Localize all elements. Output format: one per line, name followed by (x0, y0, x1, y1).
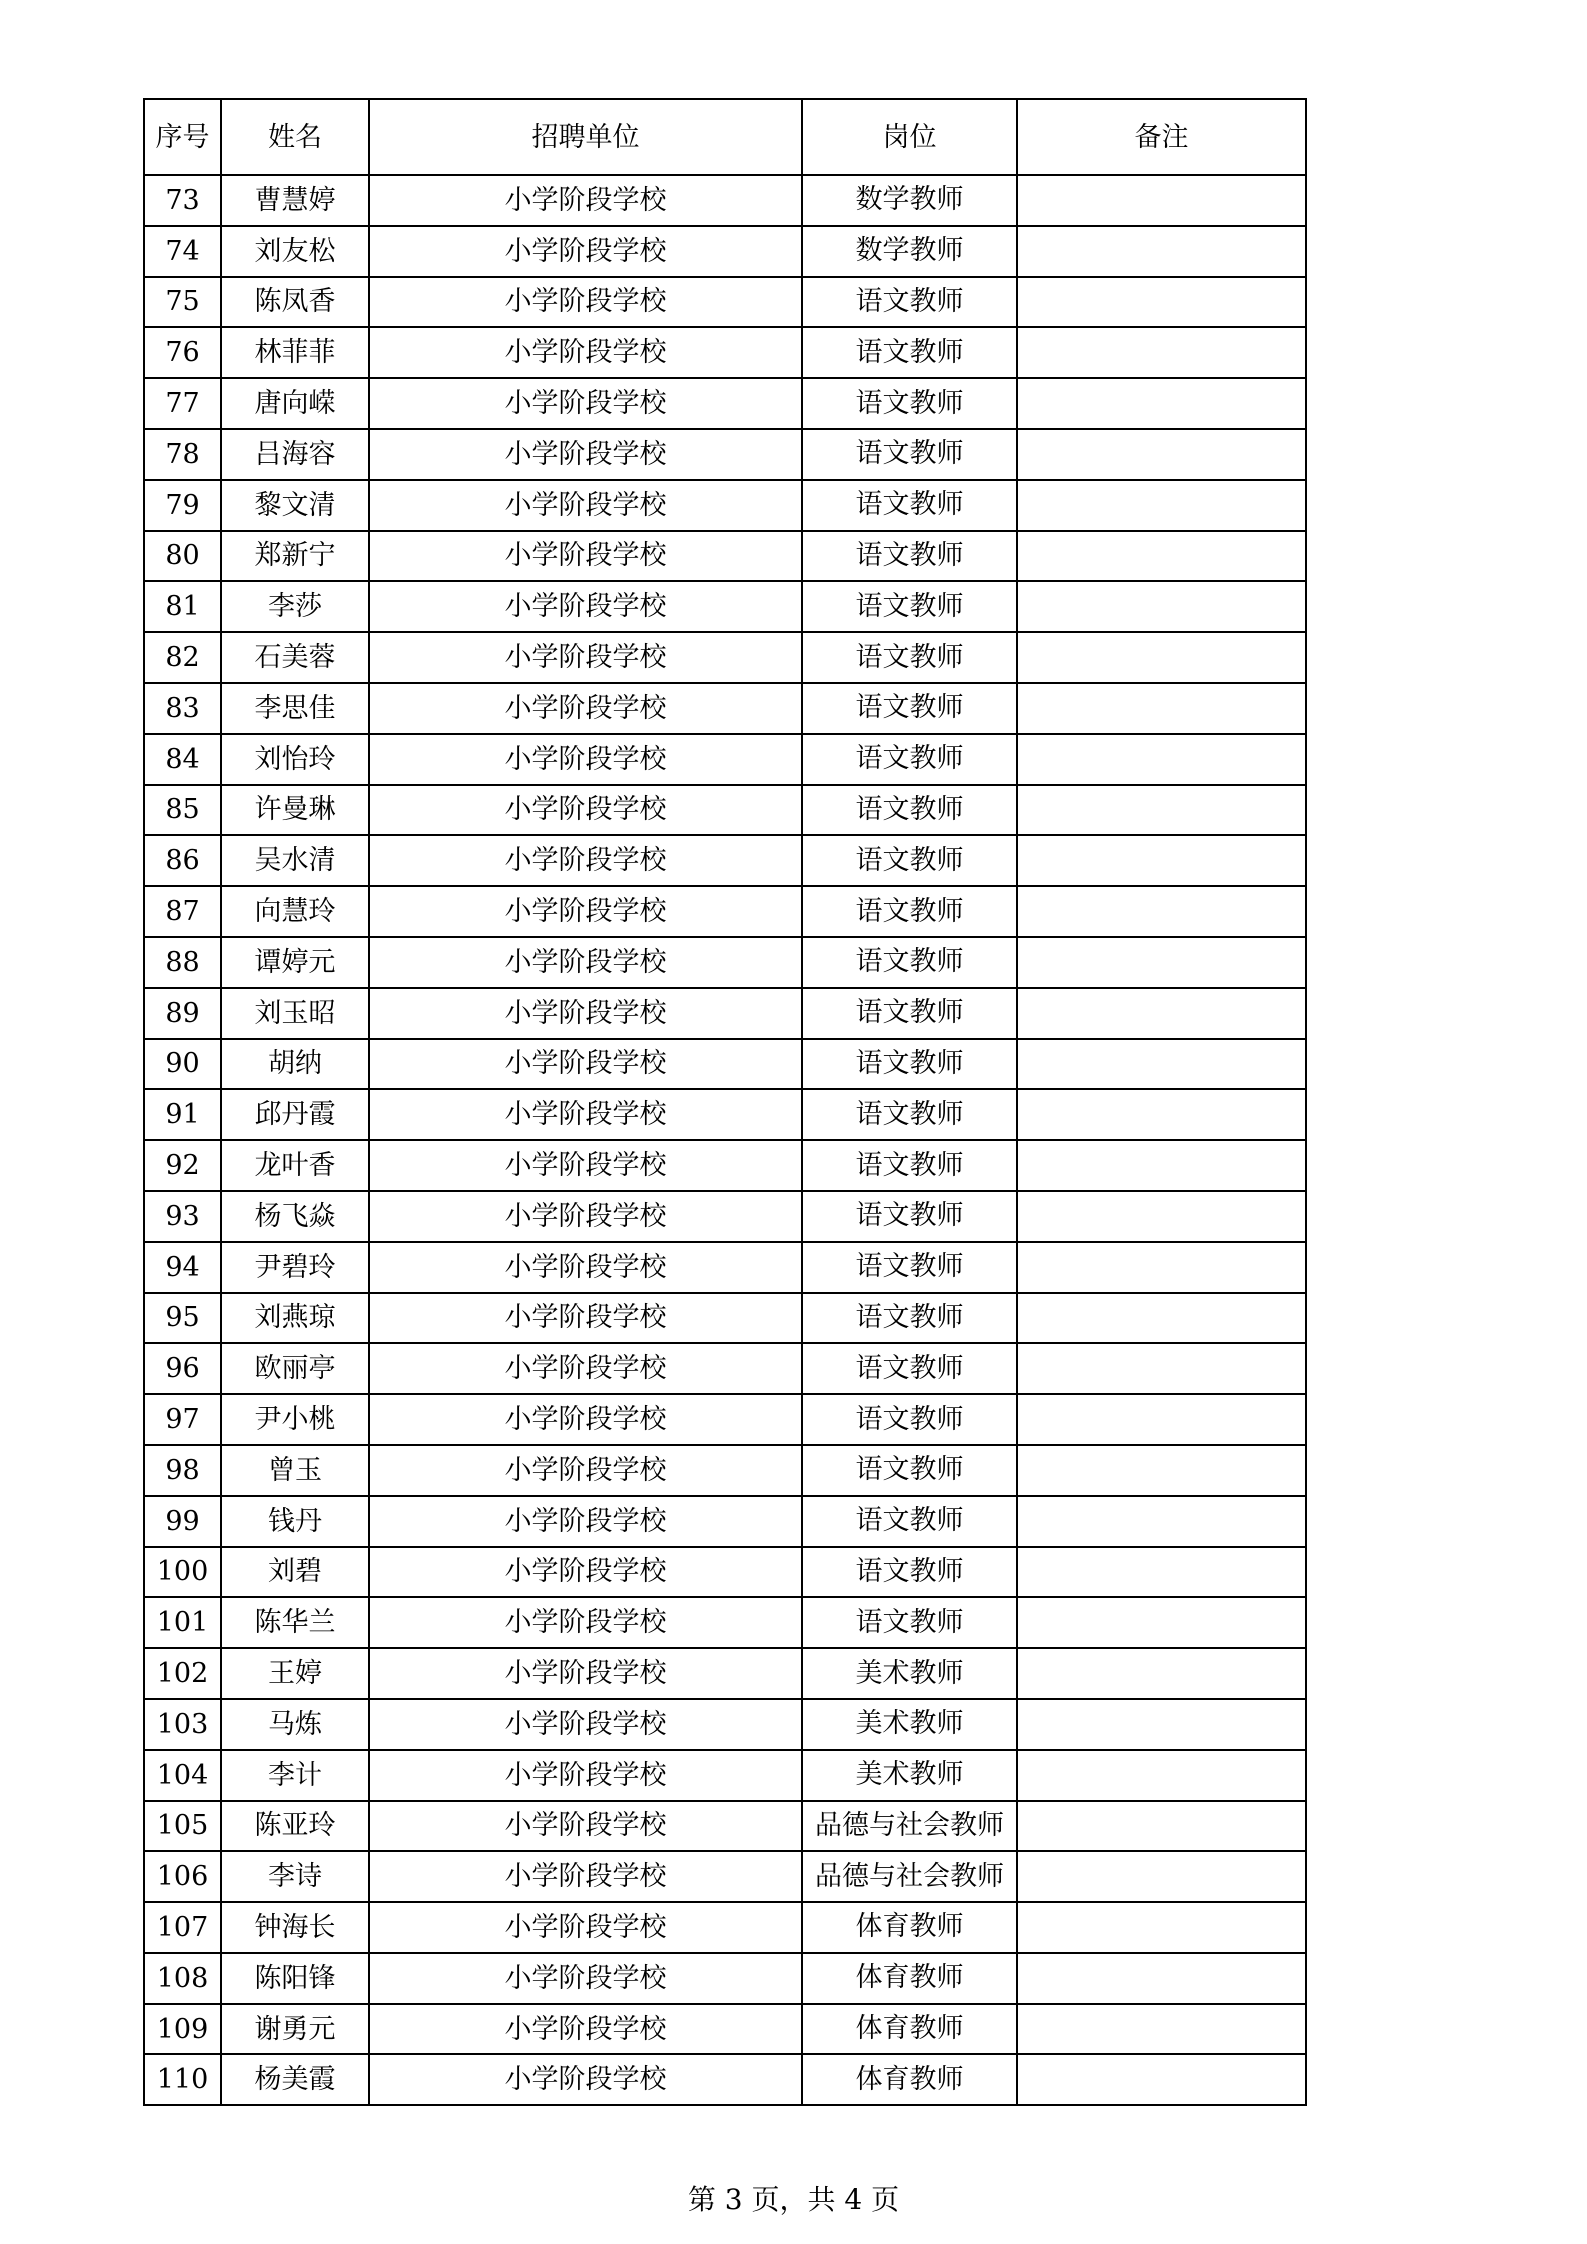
cell-name: 龙叶香 (221, 1140, 369, 1191)
table-body (144, 175, 1306, 2105)
roster-table (143, 98, 1307, 2106)
cell-name: 许曼琳 (221, 785, 369, 836)
cell-index: 95 (144, 1293, 221, 1344)
header-post: 岗位 (802, 99, 1017, 175)
cell-index: 102 (144, 1648, 221, 1699)
cell-post (802, 175, 1017, 226)
cell-post (802, 1953, 1017, 2004)
cell-name: 曾玉 (221, 1445, 369, 1496)
cell-unit: 小学阶段学校 (369, 683, 802, 734)
post-label: 语文教师 (855, 641, 964, 673)
cell-remark (1017, 1801, 1306, 1852)
post-label: 语文教师 (855, 1200, 964, 1232)
cell-post (802, 683, 1017, 734)
cell-post (802, 1293, 1017, 1344)
cell-remark (1017, 1547, 1306, 1598)
table-header-row (144, 99, 1306, 175)
cell-post (802, 632, 1017, 683)
cell-name: 陈阳锋 (221, 1953, 369, 2004)
cell-remark (1017, 1140, 1306, 1191)
cell-post (802, 785, 1017, 836)
post-label: 语文教师 (855, 590, 964, 622)
table-row (144, 1089, 1306, 1140)
cell-remark (1017, 1648, 1306, 1699)
cell-remark (1017, 480, 1306, 531)
table-row (144, 581, 1306, 632)
cell-post (802, 1191, 1017, 1242)
cell-index: 101 (144, 1597, 221, 1648)
cell-unit: 小学阶段学校 (369, 1140, 802, 1191)
cell-remark (1017, 1445, 1306, 1496)
cell-remark (1017, 1191, 1306, 1242)
cell-index: 75 (144, 277, 221, 328)
cell-post (802, 1648, 1017, 1699)
table-row (144, 277, 1306, 328)
cell-remark (1017, 1699, 1306, 1750)
cell-unit: 小学阶段学校 (369, 480, 802, 531)
cell-remark (1017, 226, 1306, 277)
cell-unit: 小学阶段学校 (369, 429, 802, 480)
post-label: 语文教师 (855, 946, 964, 978)
cell-remark (1017, 429, 1306, 480)
cell-unit: 小学阶段学校 (369, 937, 802, 988)
cell-name: 刘友松 (221, 226, 369, 277)
cell-index: 97 (144, 1394, 221, 1445)
cell-remark (1017, 1039, 1306, 1090)
cell-post (802, 1039, 1017, 1090)
cell-unit: 小学阶段学校 (369, 175, 802, 226)
cell-index: 100 (144, 1547, 221, 1598)
cell-post (802, 1242, 1017, 1293)
table-row (144, 1648, 1306, 1699)
post-label: 体育教师 (855, 1911, 964, 1943)
cell-post (802, 1445, 1017, 1496)
table-row (144, 1293, 1306, 1344)
post-label: 语文教师 (855, 336, 964, 368)
cell-unit: 小学阶段学校 (369, 1039, 802, 1090)
cell-remark (1017, 1394, 1306, 1445)
cell-unit: 小学阶段学校 (369, 531, 802, 582)
cell-name: 石美蓉 (221, 632, 369, 683)
cell-name: 钟海长 (221, 1902, 369, 1953)
table-row (144, 835, 1306, 886)
cell-remark (1017, 327, 1306, 378)
table-row (144, 1750, 1306, 1801)
cell-unit: 小学阶段学校 (369, 1191, 802, 1242)
post-label: 语文教师 (855, 489, 964, 521)
cell-post (802, 480, 1017, 531)
cell-remark (1017, 632, 1306, 683)
table-row (144, 886, 1306, 937)
post-label: 语文教师 (855, 1505, 964, 1537)
table-row (144, 1242, 1306, 1293)
table-row (144, 226, 1306, 277)
cell-remark (1017, 1089, 1306, 1140)
table-row (144, 1191, 1306, 1242)
cell-remark (1017, 937, 1306, 988)
cell-post (802, 531, 1017, 582)
cell-name: 曹慧婷 (221, 175, 369, 226)
cell-post (802, 1547, 1017, 1598)
cell-unit: 小学阶段学校 (369, 1242, 802, 1293)
cell-unit: 小学阶段学校 (369, 785, 802, 836)
cell-name: 王婷 (221, 1648, 369, 1699)
post-label: 美术教师 (855, 1657, 964, 1689)
cell-name: 李计 (221, 1750, 369, 1801)
cell-unit: 小学阶段学校 (369, 2004, 802, 2055)
cell-post (802, 1750, 1017, 1801)
post-label: 语文教师 (855, 1149, 964, 1181)
cell-unit: 小学阶段学校 (369, 2054, 802, 2105)
post-label: 语文教师 (855, 1555, 964, 1587)
table-row (144, 429, 1306, 480)
cell-name: 李莎 (221, 581, 369, 632)
cell-unit: 小学阶段学校 (369, 1089, 802, 1140)
cell-name: 黎文清 (221, 480, 369, 531)
table-row (144, 1801, 1306, 1852)
cell-unit: 小学阶段学校 (369, 581, 802, 632)
table-row (144, 1445, 1306, 1496)
table-row (144, 1039, 1306, 1090)
cell-post (802, 226, 1017, 277)
cell-post (802, 1496, 1017, 1547)
cell-post (802, 988, 1017, 1039)
post-label: 数学教师 (855, 235, 964, 267)
cell-name: 李思佳 (221, 683, 369, 734)
cell-unit: 小学阶段学校 (369, 1293, 802, 1344)
cell-remark (1017, 886, 1306, 937)
cell-remark (1017, 1902, 1306, 1953)
cell-index: 104 (144, 1750, 221, 1801)
cell-index: 109 (144, 2004, 221, 2055)
post-label: 语文教师 (855, 1403, 964, 1435)
table-row (144, 378, 1306, 429)
post-label: 语文教师 (855, 1301, 964, 1333)
post-label: 语文教师 (855, 438, 964, 470)
header-name: 姓名 (221, 99, 369, 175)
cell-unit: 小学阶段学校 (369, 378, 802, 429)
cell-unit: 小学阶段学校 (369, 1547, 802, 1598)
post-label: 美术教师 (855, 1759, 964, 1791)
table-row (144, 937, 1306, 988)
cell-post (802, 327, 1017, 378)
cell-index: 103 (144, 1699, 221, 1750)
cell-post (802, 1699, 1017, 1750)
cell-post (802, 429, 1017, 480)
cell-index: 89 (144, 988, 221, 1039)
cell-unit: 小学阶段学校 (369, 835, 802, 886)
cell-name: 陈凤香 (221, 277, 369, 328)
post-label: 语文教师 (855, 997, 964, 1029)
cell-index: 80 (144, 531, 221, 582)
post-label: 体育教师 (855, 1962, 964, 1994)
post-label: 体育教师 (855, 2013, 964, 2045)
cell-post (802, 937, 1017, 988)
cell-name: 林菲菲 (221, 327, 369, 378)
table-row (144, 1343, 1306, 1394)
cell-unit: 小学阶段学校 (369, 734, 802, 785)
cell-remark (1017, 1750, 1306, 1801)
cell-remark (1017, 988, 1306, 1039)
cell-remark (1017, 378, 1306, 429)
header-unit: 招聘单位 (369, 99, 802, 175)
cell-unit: 小学阶段学校 (369, 1902, 802, 1953)
cell-remark (1017, 581, 1306, 632)
cell-unit: 小学阶段学校 (369, 1496, 802, 1547)
cell-unit: 小学阶段学校 (369, 277, 802, 328)
cell-remark (1017, 2004, 1306, 2055)
cell-index: 78 (144, 429, 221, 480)
cell-remark (1017, 683, 1306, 734)
cell-remark (1017, 1953, 1306, 2004)
cell-remark (1017, 2054, 1306, 2105)
cell-unit: 小学阶段学校 (369, 1953, 802, 2004)
table-row (144, 1699, 1306, 1750)
post-label: 语文教师 (855, 692, 964, 724)
table-row (144, 1851, 1306, 1902)
cell-name: 吕海容 (221, 429, 369, 480)
post-label: 语文教师 (855, 539, 964, 571)
cell-name: 向慧玲 (221, 886, 369, 937)
cell-post (802, 1140, 1017, 1191)
cell-index: 96 (144, 1343, 221, 1394)
cell-remark (1017, 1496, 1306, 1547)
cell-name: 欧丽亭 (221, 1343, 369, 1394)
post-label: 语文教师 (855, 793, 964, 825)
cell-name: 陈亚玲 (221, 1801, 369, 1852)
table-row (144, 1597, 1306, 1648)
cell-index: 85 (144, 785, 221, 836)
cell-index: 99 (144, 1496, 221, 1547)
cell-name: 唐向嵘 (221, 378, 369, 429)
table-row (144, 1496, 1306, 1547)
post-label: 语文教师 (855, 1454, 964, 1486)
table-row (144, 683, 1306, 734)
cell-index: 79 (144, 480, 221, 531)
post-label: 语文教师 (855, 844, 964, 876)
cell-unit: 小学阶段学校 (369, 1394, 802, 1445)
cell-index: 88 (144, 937, 221, 988)
cell-index: 93 (144, 1191, 221, 1242)
cell-index: 92 (144, 1140, 221, 1191)
cell-name: 尹碧玲 (221, 1242, 369, 1293)
cell-post (802, 1851, 1017, 1902)
table-row (144, 988, 1306, 1039)
post-label: 语文教师 (855, 1251, 964, 1283)
cell-name: 谭婷元 (221, 937, 369, 988)
cell-remark (1017, 1293, 1306, 1344)
cell-remark (1017, 277, 1306, 328)
cell-remark (1017, 1242, 1306, 1293)
cell-name: 邱丹霞 (221, 1089, 369, 1140)
cell-post (802, 378, 1017, 429)
cell-post (802, 1597, 1017, 1648)
post-label: 语文教师 (855, 895, 964, 927)
table-row (144, 1953, 1306, 2004)
cell-index: 94 (144, 1242, 221, 1293)
cell-unit: 小学阶段学校 (369, 1648, 802, 1699)
cell-unit: 小学阶段学校 (369, 1750, 802, 1801)
cell-unit: 小学阶段学校 (369, 1699, 802, 1750)
cell-remark (1017, 175, 1306, 226)
cell-post (802, 1089, 1017, 1140)
cell-post (802, 1343, 1017, 1394)
cell-unit: 小学阶段学校 (369, 1801, 802, 1852)
cell-post (802, 2004, 1017, 2055)
cell-remark (1017, 1343, 1306, 1394)
cell-index: 105 (144, 1801, 221, 1852)
cell-name: 马炼 (221, 1699, 369, 1750)
table-row (144, 1902, 1306, 1953)
cell-post (802, 277, 1017, 328)
cell-remark (1017, 531, 1306, 582)
header-remark: 备注 (1017, 99, 1306, 175)
post-label: 语文教师 (855, 387, 964, 419)
cell-post (802, 581, 1017, 632)
cell-index: 87 (144, 886, 221, 937)
post-label: 品德与社会教师 (815, 1860, 1004, 1892)
cell-index: 84 (144, 734, 221, 785)
cell-name: 陈华兰 (221, 1597, 369, 1648)
cell-name: 刘怡玲 (221, 734, 369, 785)
cell-unit: 小学阶段学校 (369, 1851, 802, 1902)
cell-post (802, 1902, 1017, 1953)
post-label: 美术教师 (855, 1708, 964, 1740)
table-row (144, 531, 1306, 582)
cell-name: 尹小桃 (221, 1394, 369, 1445)
header-index: 序号 (144, 99, 221, 175)
table-row (144, 785, 1306, 836)
table-row (144, 175, 1306, 226)
cell-unit: 小学阶段学校 (369, 226, 802, 277)
table-row (144, 2054, 1306, 2105)
post-label: 语文教师 (855, 743, 964, 775)
table-row (144, 327, 1306, 378)
cell-name: 钱丹 (221, 1496, 369, 1547)
cell-post (802, 835, 1017, 886)
cell-index: 76 (144, 327, 221, 378)
cell-remark (1017, 734, 1306, 785)
cell-name: 郑新宁 (221, 531, 369, 582)
cell-index: 73 (144, 175, 221, 226)
post-label: 语文教师 (855, 1047, 964, 1079)
cell-remark (1017, 1851, 1306, 1902)
cell-index: 74 (144, 226, 221, 277)
cell-index: 77 (144, 378, 221, 429)
post-label: 数学教师 (855, 184, 964, 216)
cell-index: 90 (144, 1039, 221, 1090)
cell-index: 86 (144, 835, 221, 886)
cell-name: 李诗 (221, 1851, 369, 1902)
table-row (144, 2004, 1306, 2055)
cell-name: 谢勇元 (221, 2004, 369, 2055)
cell-name: 刘碧 (221, 1547, 369, 1598)
post-label: 品德与社会教师 (815, 1809, 1004, 1841)
cell-unit: 小学阶段学校 (369, 327, 802, 378)
cell-remark (1017, 785, 1306, 836)
cell-name: 吴水清 (221, 835, 369, 886)
cell-remark (1017, 835, 1306, 886)
page-footer: 第 3 页，共 4 页 (687, 2183, 900, 2216)
cell-post (802, 734, 1017, 785)
table-row (144, 632, 1306, 683)
table-row (144, 734, 1306, 785)
table-row (144, 1140, 1306, 1191)
post-label: 语文教师 (855, 1606, 964, 1638)
cell-name: 杨飞焱 (221, 1191, 369, 1242)
cell-name: 杨美霞 (221, 2054, 369, 2105)
cell-unit: 小学阶段学校 (369, 1445, 802, 1496)
table-row (144, 1394, 1306, 1445)
table-row (144, 480, 1306, 531)
cell-index: 98 (144, 1445, 221, 1496)
cell-name: 刘燕琼 (221, 1293, 369, 1344)
cell-index: 83 (144, 683, 221, 734)
cell-unit: 小学阶段学校 (369, 1343, 802, 1394)
cell-remark (1017, 1597, 1306, 1648)
cell-index: 107 (144, 1902, 221, 1953)
cell-name: 刘玉昭 (221, 988, 369, 1039)
cell-unit: 小学阶段学校 (369, 988, 802, 1039)
cell-post (802, 1394, 1017, 1445)
post-label: 语文教师 (855, 285, 964, 317)
cell-unit: 小学阶段学校 (369, 632, 802, 683)
post-label: 语文教师 (855, 1352, 964, 1384)
cell-index: 91 (144, 1089, 221, 1140)
cell-index: 108 (144, 1953, 221, 2004)
table-row (144, 1547, 1306, 1598)
cell-index: 110 (144, 2054, 221, 2105)
post-label: 语文教师 (855, 1098, 964, 1130)
post-label: 体育教师 (855, 2063, 964, 2095)
cell-index: 82 (144, 632, 221, 683)
cell-index: 106 (144, 1851, 221, 1902)
cell-index: 81 (144, 581, 221, 632)
cell-post (802, 1801, 1017, 1852)
cell-unit: 小学阶段学校 (369, 1597, 802, 1648)
cell-unit: 小学阶段学校 (369, 886, 802, 937)
cell-post (802, 886, 1017, 937)
cell-post (802, 2054, 1017, 2105)
cell-name: 胡纳 (221, 1039, 369, 1090)
